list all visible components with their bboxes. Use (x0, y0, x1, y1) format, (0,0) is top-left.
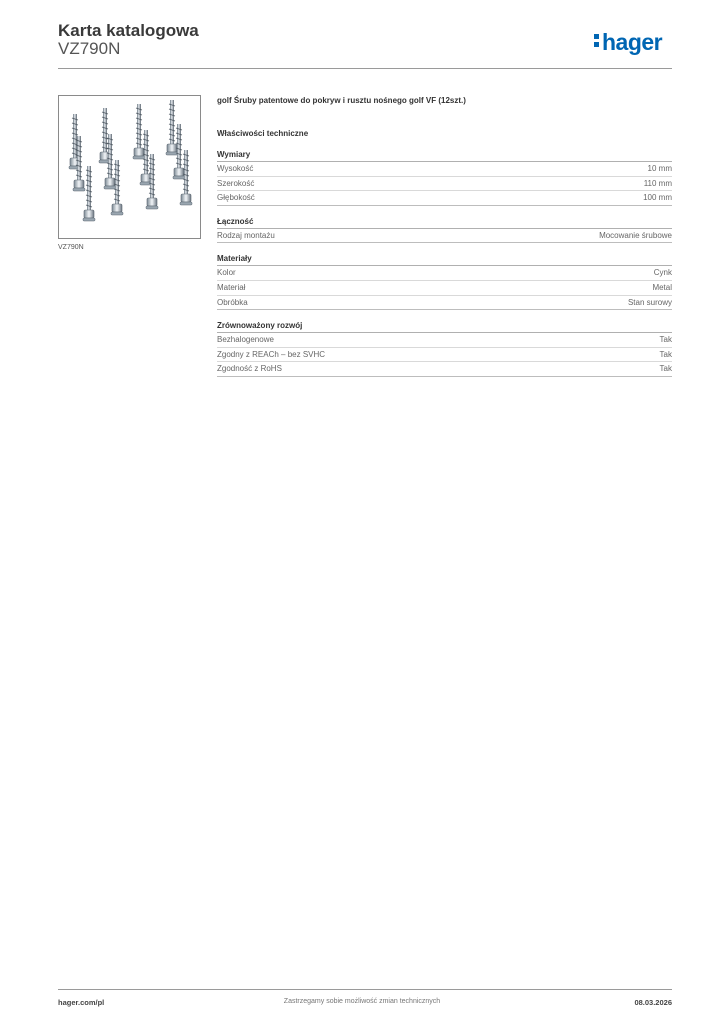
spec-row (217, 229, 672, 244)
spec-label: Szerokość (217, 178, 255, 188)
spec-group-dimensions (217, 150, 672, 206)
spec-group-title: Wymiary (217, 150, 672, 162)
spec-row (217, 266, 672, 281)
spec-group-connectivity (217, 217, 672, 244)
image-caption: VZ790N (58, 244, 84, 251)
spec-value: Tak (659, 364, 672, 374)
spec-value: 10 mm (647, 164, 672, 173)
spec-value: Metal (652, 282, 672, 292)
screws-product-photo-icon (59, 96, 200, 238)
spec-value: Cynk (653, 268, 672, 278)
spec-group-title: Zrównoważony rozwój (217, 321, 672, 333)
spec-label: Kolor (217, 268, 236, 278)
hager-logo (594, 27, 662, 57)
spec-row (217, 162, 672, 177)
spec-group-materials (217, 254, 672, 310)
spec-value: 100 mm (643, 193, 672, 203)
spec-value: Stan surowy (627, 297, 672, 307)
spec-value: Mocowanie śrubowe (599, 230, 672, 240)
spec-row (217, 333, 672, 348)
spec-row (217, 191, 672, 206)
spec-row (217, 177, 672, 192)
spec-value: 110 mm (643, 178, 672, 188)
footer-divider (58, 989, 672, 990)
product-image (58, 95, 201, 239)
page-title: Karta katalogowa (58, 21, 199, 40)
spec-label: Obróbka (217, 297, 248, 307)
header-divider (58, 68, 672, 69)
spec-value: Tak (659, 349, 672, 359)
technical-heading: Właściwości techniczne (217, 129, 309, 138)
product-code: VZ790N (58, 39, 121, 58)
spec-row (217, 348, 672, 363)
spec-label: Wysokość (217, 164, 254, 173)
spec-row (217, 296, 672, 311)
spec-label: Zgodny z REACh – bez SVHC (217, 349, 326, 359)
spec-row (217, 362, 672, 377)
spec-label: Bezhalogenowe (217, 335, 274, 345)
spec-label: Zgodność z RoHS (217, 364, 282, 374)
spec-label: Rodzaj montażu (217, 230, 275, 240)
spec-label: Głębokość (217, 193, 255, 203)
website-link[interactable]: hager.com/pl (58, 998, 105, 1007)
spec-group-sustainability (217, 321, 672, 377)
product-description: golf Śruby patentowe do pokryw i rusztu nośnego golf VF (12szt.) (217, 96, 466, 105)
spec-value: Tak (659, 335, 672, 345)
logo-colon-mark (594, 34, 600, 52)
disclaimer: Zastrzegamy sobie możliwość zmian technicznych (283, 998, 441, 1005)
spec-row (217, 281, 672, 296)
spec-group-title: Łączność (217, 217, 672, 229)
logo-text: hager (602, 29, 663, 55)
spec-label: Materiał (217, 282, 246, 292)
spec-group-title: Materiały (217, 254, 672, 266)
product-details (217, 96, 672, 388)
document-date: 08.03.2026 (634, 998, 672, 1007)
